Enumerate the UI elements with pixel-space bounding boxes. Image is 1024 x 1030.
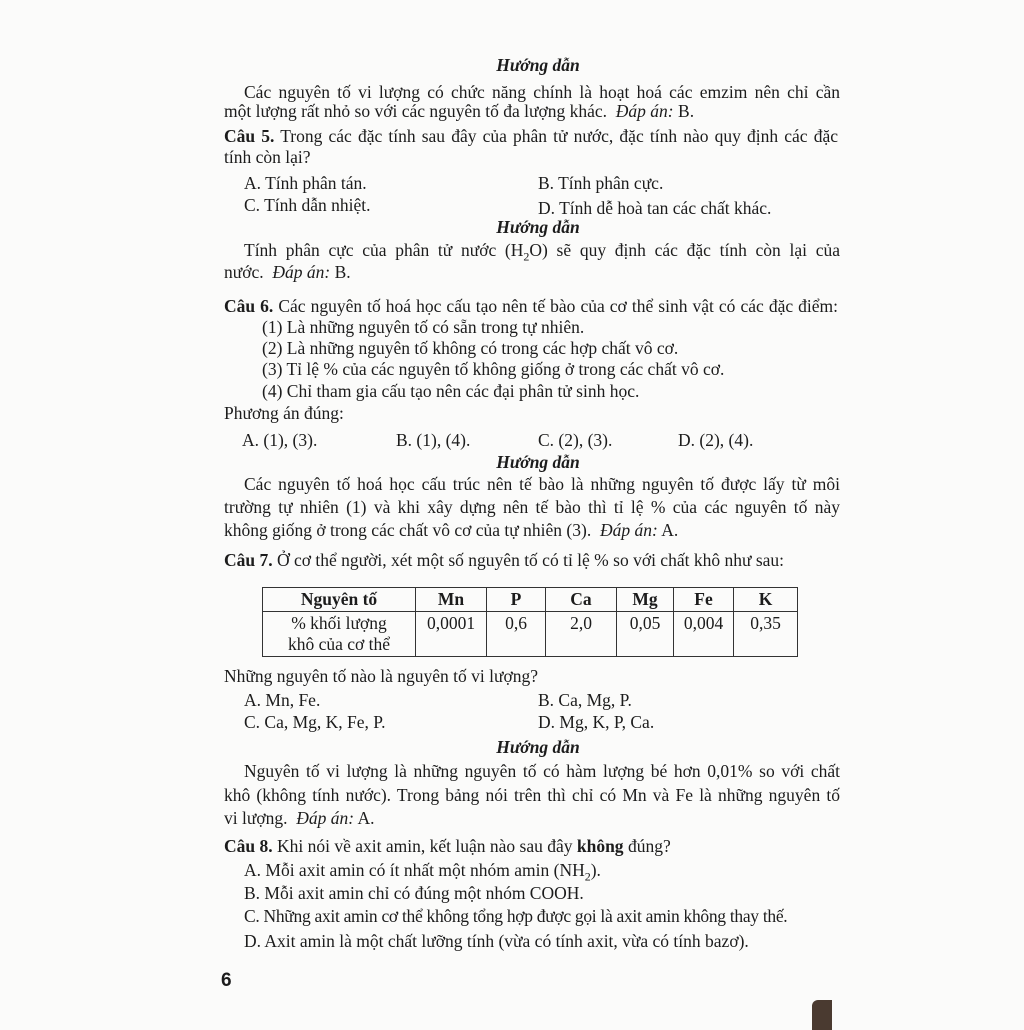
answer-label: Đáp án: <box>615 101 674 121</box>
text: một lượng rất nhỏ so với các nguyên tố đa lượng khác. <box>224 101 608 121</box>
text: A. Mỗi axit amin có ít nhất một nhóm amin (NH <box>244 860 585 880</box>
subscript: 2 <box>523 249 530 261</box>
question-5 <box>224 125 838 147</box>
option-c: C. Những axit amin cơ thể không tổng hợp được gọi là axit amin không thay thế. <box>244 906 788 926</box>
statement-2: (2) Là những nguyên tố không có trong các hợp chất vô cơ. <box>262 338 679 358</box>
statement-4: (4) Chỉ tham gia cấu tạo nên các đại phân tử sinh học. <box>262 381 640 401</box>
text: Ở cơ thể người, xét một số nguyên tố có tỉ lệ % so với chất khô như sau: <box>277 550 785 570</box>
text: ). <box>590 860 601 880</box>
text: khô của cơ thể <box>287 634 391 654</box>
option-d: D. (2), (4). <box>678 430 754 450</box>
text: % khối lượng <box>291 613 387 633</box>
guide-6-line: trường tự nhiên (1) và khi xây dựng nên tế bào thì tỉ lệ % của các nguyên tố này <box>224 497 840 517</box>
text: Trong các đặc tính sau đây của phân tử nước, đặc tính nào quy định các đặc <box>280 126 838 146</box>
text: Các nguyên tố hoá học cấu tạo nên tế bào của cơ thể sinh vật có các đặc điểm: <box>278 296 838 316</box>
prompt: Những nguyên tố nào là nguyên tố vi lượng? <box>224 666 539 686</box>
text: không giống ở trong các chất vô cơ của tự nhiên (3). <box>224 520 592 540</box>
answer: B. <box>678 101 695 121</box>
table-header: Mn <box>416 588 487 612</box>
statement-3: (3) Tỉ lệ % của các nguyên tố không giống ở trong các chất vô cơ. <box>262 359 725 379</box>
guide-6-line: Các nguyên tố hoá học cấu trúc nên tế bào là những nguyên tố được lấy từ môi <box>244 474 840 494</box>
answer-label: Đáp án: <box>272 262 331 282</box>
guide-heading: Hướng dẫn <box>496 217 580 237</box>
row-label <box>263 612 416 657</box>
guide-7-line <box>224 807 838 829</box>
answer: A. <box>661 520 679 540</box>
table-header: Nguyên tố <box>263 588 416 612</box>
text: Khi nói về axit amin, kết luận nào sau đây <box>277 836 573 856</box>
text: đúng? <box>627 836 671 856</box>
table-cell: 2,0 <box>546 612 617 657</box>
guide-heading: Hướng dẫn <box>496 737 580 757</box>
guide-5-line <box>244 239 840 261</box>
statement-1: (1) Là những nguyên tố có sẵn trong tự nhiên. <box>262 317 585 337</box>
option-a: A. Tính phân tán. <box>244 173 367 193</box>
option-c: C. Ca, Mg, K, Fe, P. <box>244 712 386 732</box>
answer-label: Đáp án: <box>296 808 355 828</box>
guide-4-line <box>224 100 838 122</box>
table-header: K <box>734 588 798 612</box>
table-cell: 0,0001 <box>416 612 487 657</box>
option-b: B. Ca, Mg, P. <box>538 690 632 710</box>
guide-heading: Hướng dẫn <box>496 55 580 75</box>
option-c: C. (2), (3). <box>538 430 613 450</box>
text: O) sẽ quy định các đặc tính còn lại của <box>529 240 840 260</box>
guide-6-line <box>224 519 838 541</box>
question-label: Câu 8. <box>224 836 273 856</box>
text: Tính phân cực của phân tử nước (H <box>244 240 524 260</box>
page-number: 6 <box>221 970 232 991</box>
guide-7-line: Nguyên tố vi lượng là những nguyên tố có hàm lượng bé hơn 0,01% so với chất <box>244 761 840 781</box>
guide-4-line: Các nguyên tố vi lượng có chức năng chính là hoạt hoá các emzim nên chỉ cần <box>244 82 840 102</box>
table-cell: 0,35 <box>734 612 798 657</box>
guide-5-line <box>224 261 838 283</box>
subscript: 2 <box>584 869 591 884</box>
question-6 <box>224 295 838 317</box>
option-b: B. Mỗi axit amin chỉ có đúng một nhóm COOH. <box>244 883 584 903</box>
table-cell: 0,004 <box>674 612 734 657</box>
emphasis: không <box>576 836 624 856</box>
table-header: Mg <box>617 588 674 612</box>
text: nước. <box>224 262 264 282</box>
element-table <box>262 587 798 657</box>
text: vi lượng. <box>224 808 288 828</box>
prompt: Phương án đúng: <box>224 403 344 423</box>
option-a: A. Mn, Fe. <box>244 690 321 710</box>
table-header: Ca <box>546 588 617 612</box>
option-d: D. Axit amin là một chất lưỡng tính (vừa có tính axit, vừa có tính bazơ). <box>244 931 749 951</box>
option-d: D. Tính dễ hoà tan các chất khác. <box>538 198 772 218</box>
answer-label: Đáp án: <box>599 520 658 540</box>
table-cell: 0,6 <box>487 612 546 657</box>
table-row <box>263 612 798 657</box>
option-c: C. Tính dẫn nhiệt. <box>244 195 371 215</box>
question-label: Câu 5. <box>224 126 275 146</box>
question-8 <box>224 835 838 857</box>
option-b: B. (1), (4). <box>396 430 471 450</box>
option-d: D. Mg, K, P, Ca. <box>538 712 655 732</box>
answer: A. <box>357 808 375 828</box>
option-b: B. Tính phân cực. <box>538 173 664 193</box>
book-edge <box>812 1000 832 1030</box>
option-a: A. (1), (3). <box>242 430 318 450</box>
table-header-row <box>263 588 798 612</box>
table-header: P <box>487 588 546 612</box>
option-a <box>244 859 842 884</box>
question-label: Câu 7. <box>224 550 273 570</box>
question-7 <box>224 549 838 571</box>
table-header: Fe <box>674 588 734 612</box>
guide-heading: Hướng dẫn <box>496 452 580 472</box>
question-label: Câu 6. <box>224 296 274 316</box>
question-5-line: tính còn lại? <box>224 147 311 167</box>
table-cell: 0,05 <box>617 612 674 657</box>
answer: B. <box>334 262 351 282</box>
guide-7-line: khô (không tính nước). Trong bảng nói trên thì chỉ có Mn và Fe là những nguyên tố <box>224 785 840 805</box>
